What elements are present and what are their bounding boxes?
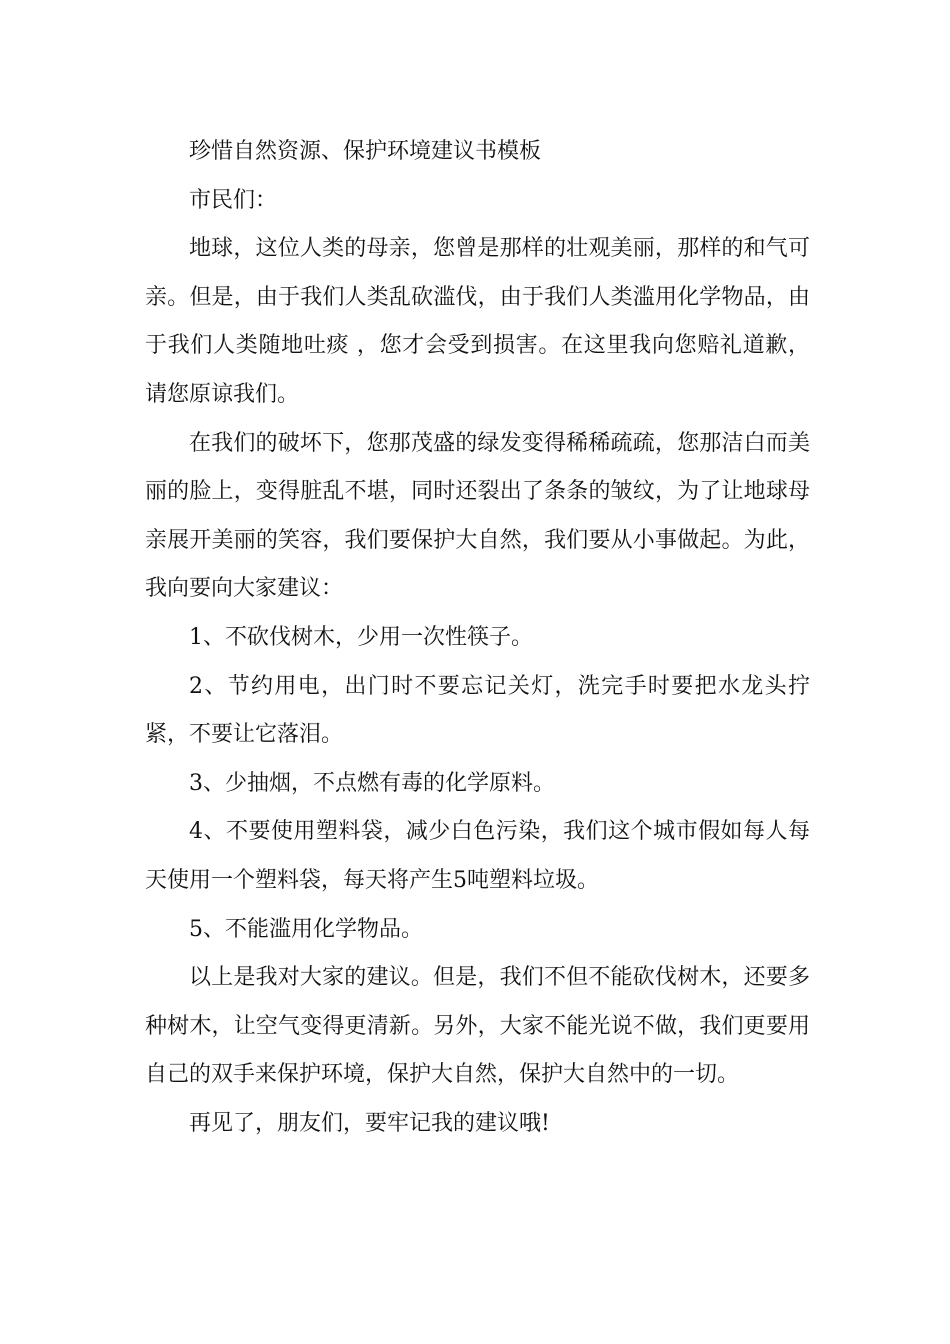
suggestion-item: 1、不砍伐树木，少用一次性筷子。 — [189, 624, 533, 650]
suggestion-item: 4、不要使用塑料袋，减少白色污染，我们这个城市假如每人每天使用一个塑料袋，每天将产生5吨塑料垃圾。 — [145, 819, 810, 893]
paragraph-intro: 地球，这位人类的母亲，您曾是那样的壮观美丽，那样的和气可亲。但是，由于我们人类乱砍滥伐，由于我们人类滥用化学物品，由于我们人类随地吐痰 ，您才会受到损害。在这里我向您赔礼道歉，请您原谅我们。 — [145, 236, 810, 407]
document-title: 珍惜自然资源、保护环境建议书模板 — [189, 139, 542, 164]
paragraph-damage: 在我们的破坏下，您那茂盛的绿发变得稀稀疏疏，您那洁白而美丽的脸上，变得脏乱不堪，同时还裂出了条条的皱纹，为了让地球母亲展开美丽的笑容，我们要保护大自然，我们要从小事做起。为此，我向要向大家建议： — [145, 430, 810, 602]
document-body — [145, 128, 810, 1148]
farewell: 再见了，朋友们，要牢记我的建议哦! — [189, 1110, 550, 1136]
paragraph-closing: 以上是我对大家的建议。但是，我们不但不能砍伐树木，还要多种树木，让空气变得更清新。另外，大家不能光说不做，我们更要用自己的双手来保护环境，保护大自然，保护大自然中的一切。 — [145, 965, 810, 1088]
suggestion-item: 2、节约用电，出门时不要忘记关灯，洗完手时要把水龙头拧紧，不要让它落泪。 — [145, 673, 810, 748]
suggestion-item: 5、不能滥用化学物品。 — [189, 916, 423, 942]
suggestion-item: 3、少抽烟，不点燃有毒的化学原料。 — [189, 770, 555, 796]
salutation: 市民们： — [189, 187, 278, 213]
